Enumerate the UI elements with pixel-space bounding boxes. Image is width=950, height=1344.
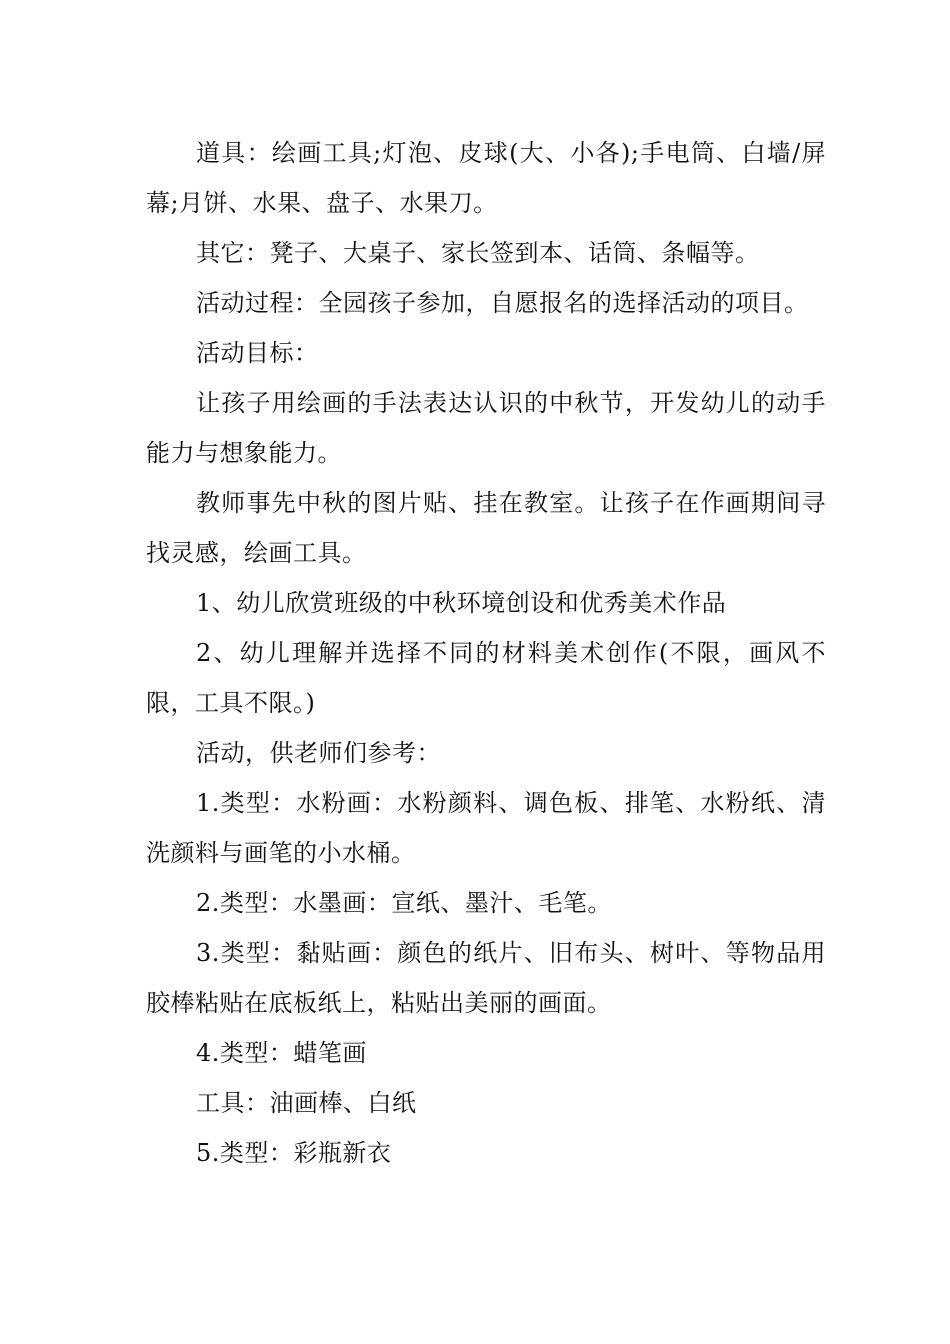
paragraph-type-5: 5.类型：彩瓶新衣 — [196, 1139, 392, 1167]
paragraph-step-1: 1、幼儿欣赏班级的中秋环境创设和优秀美术作品 — [196, 589, 727, 617]
paragraph-type-1: 1.类型：水粉画：水粉颜料、调色板、排笔、水粉纸、清洗颜料与画笔的小水桶。 — [146, 789, 826, 867]
paragraph-other-items: 其它：凳子、大桌子、家长签到本、话筒、条幅等。 — [196, 239, 760, 267]
paragraph-type-2: 2.类型：水墨画：宣纸、墨汁、毛笔。 — [196, 889, 612, 917]
paragraph-props: 道具：绘画工具;灯泡、皮球(大、小各);手电筒、白墙/屏幕;月饼、水果、盘子、水果刀。 — [146, 139, 826, 217]
paragraph-teacher-preparation: 教师事先中秋的图片贴、挂在教室。让孩子在作画期间寻找灵感，绘画工具。 — [146, 489, 826, 567]
paragraph-type-3: 3.类型：黏贴画：颜色的纸片、旧布头、树叶、等物品用胶棒粘贴在底板纸上，粘贴出美丽的画面。 — [146, 939, 826, 1017]
paragraph-step-2: 2、幼儿理解并选择不同的材料美术创作(不限，画风不限，工具不限。) — [146, 639, 826, 717]
paragraph-tools: 工具：油画棒、白纸 — [196, 1089, 417, 1117]
paragraph-activity-goals-heading: 活动目标： — [196, 339, 319, 367]
paragraph-type-4: 4.类型：蜡笔画 — [196, 1039, 367, 1067]
paragraph-activity-process: 活动过程：全园孩子参加，自愿报名的选择活动的项目。 — [196, 289, 809, 317]
paragraph-goal-description: 让孩子用绘画的手法表达认识的中秋节，开发幼儿的动手能力与想象能力。 — [146, 389, 826, 467]
document-body — [146, 128, 826, 1178]
paragraph-reference-intro: 活动，供老师们参考： — [196, 739, 441, 767]
